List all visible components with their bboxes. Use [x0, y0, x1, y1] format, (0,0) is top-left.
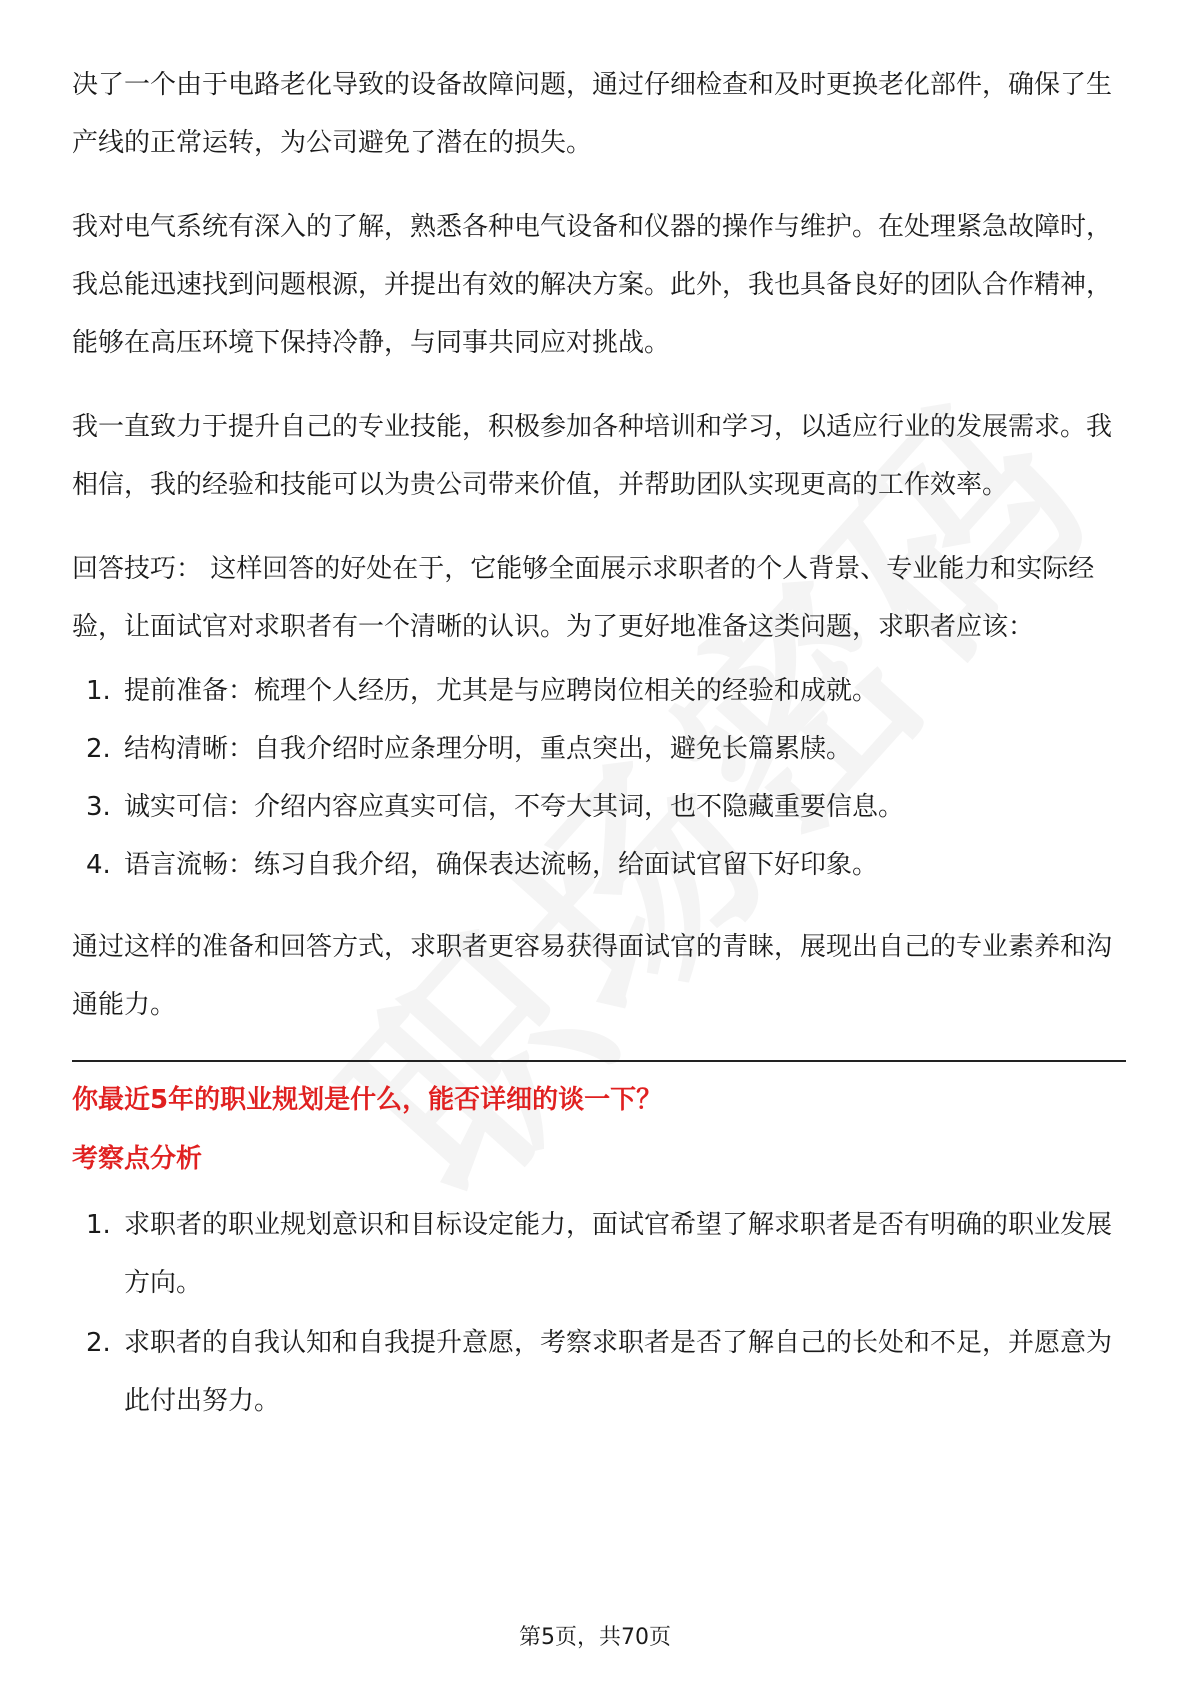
answer-tips-paragraph: 回答技巧： 这样回答的好处在于，它能够全面展示求职者的个人背景、专业能力和实际经验，让面试官对求职者有一个清晰的认识。为了更好地准备这类问题，求职者应该：: [72, 554, 1095, 642]
section-title: 考察点分析: [72, 1144, 203, 1174]
list-item: 1. 求职者的职业规划意识和目标设定能力，面试官希望了解求职者是否有明确的职业发展方向。: [86, 1210, 1113, 1298]
list-item: 4. 语言流畅：练习自我介绍，确保表达流畅，给面试官留下好印象。: [86, 850, 879, 880]
conclusion-paragraph: 通过这样的准备和回答方式，求职者更容易获得面试官的青睐，展现出自己的专业素养和沟通能力。: [72, 932, 1113, 1020]
paragraph-2: 我对电气系统有深入的了解，熟悉各种电气设备和仪器的操作与维护。在处理紧急故障时，我总能迅速找到问题根源，并提出有效的解决方案。此外，我也具备良好的团队合作精神，能够在高压环境下保持冷静，与同事共同应对挑战。: [72, 212, 1113, 358]
paragraph-1: 决了一个由于电路老化导致的设备故障问题，通过仔细检查和及时更换老化部件，确保了生产线的正常运转，为公司避免了潜在的损失。: [72, 70, 1113, 158]
page-footer: 第5页，共70页: [519, 1625, 671, 1650]
paragraph-3: 我一直致力于提升自己的专业技能，积极参加各种培训和学习，以适应行业的发展需求。我相信，我的经验和技能可以为贵公司带来价值，并帮助团队实现更高的工作效率。: [72, 412, 1113, 500]
list-item: 3. 诚实可信：介绍内容应真实可信，不夸大其词，也不隐藏重要信息。: [86, 792, 905, 822]
section-divider: [72, 1060, 1126, 1062]
tips-list: [72, 662, 1126, 894]
list-item: 2. 结构清晰：自我介绍时应条理分明，重点突出，避免长篇累牍。: [86, 734, 853, 764]
list-item: 1. 提前准备：梳理个人经历，尤其是与应聘岗位相关的经验和成就。: [86, 676, 879, 706]
analysis-points-list: [72, 1196, 1126, 1430]
document-body: [72, 56, 1126, 1432]
question-heading: 你最近5年的职业规划是什么，能否详细的谈一下？: [72, 1085, 663, 1115]
list-item: 2. 求职者的自我认知和自我提升意愿，考察求职者是否了解自己的长处和不足，并愿意为此付出努力。: [86, 1328, 1113, 1416]
